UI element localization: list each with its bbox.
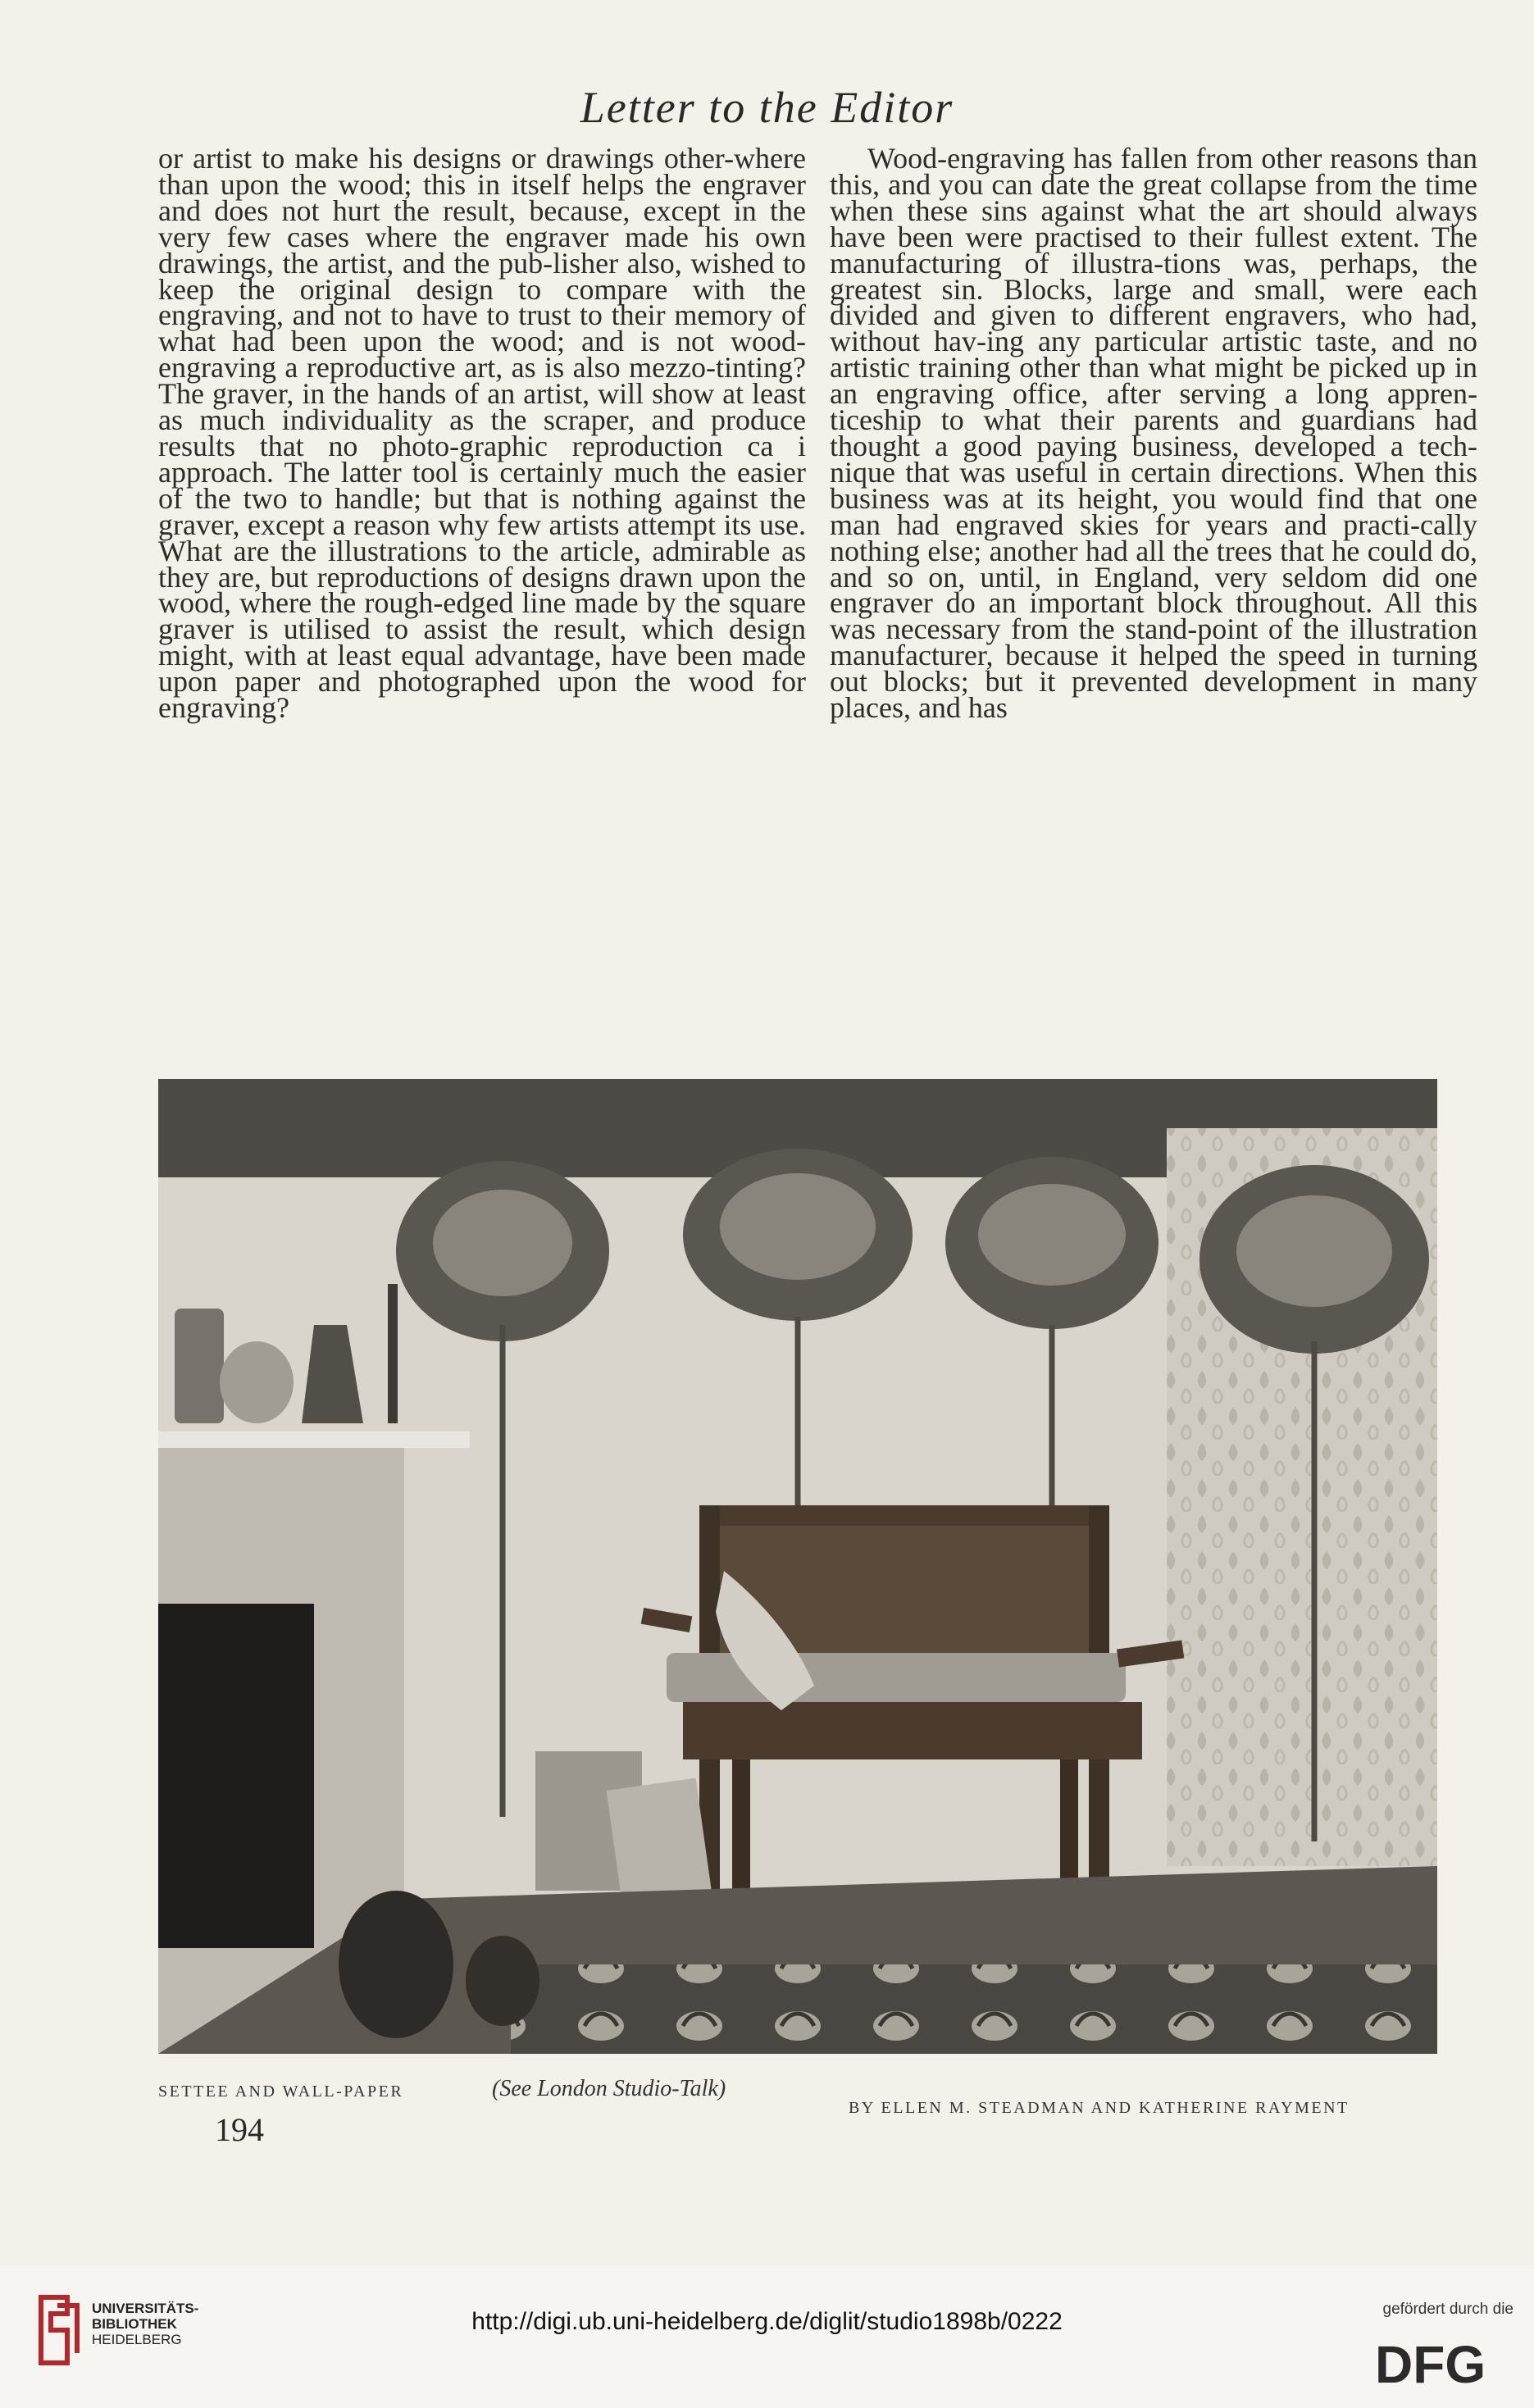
left-text-column: [158, 142, 806, 725]
right-column-paragraph: Wood-engraving has fallen from other reasons than this, and you can date the great collapse from the time when these sins against what the art should always have been were practised to their fullest extent. The manufacturing of illustra-tions was, perhaps, the greatest sin. Blocks, large and small, were each divided and given to different engravers, who had, without hav-ing any particular artistic taste, and no artistic training other than what might be picked up in an engraving office, after serving a long appren-ticeship to what their parents and guardians had thought a good paying business, developed a tech-nique that was useful in certain directions. When this business was at its height, you would find that one man had engraved skies for years and practi-cally nothing else; another had all the trees that he could do, and so on, until, in England, very seldom did one engraver do an important block throughout. All this was necessary from the stand-point of the illustration manufacturer, because it helped the speed in turning out blocks; but it prevented development in many places, and has: [830, 142, 1477, 725]
plate-credit: BY ELLEN M. STEADMAN AND KATHERINE RAYMENT: [849, 2099, 1350, 2117]
left-column-paragraph: or artist to make his designs or drawings other-where than upon the wood; this in itself helps the engraver and does not hurt the result, because, except in the very few cases where the engraver made his own drawings, the artist, and the pub-lisher also, wished to keep the original design to compare with the engraving, and not to have to trust to their memory of what had been upon the wood; and is not wood-engraving a reproductive art, as is also mezzo-tinting? The graver, in the hands of an artist, will show at least as much individuality as the scraper, and produce results that no photo-graphic reproduction ca i approach. The latter tool is certainly much the easier of the two to handle; but that is nothing against the graver, except a reason why few artists attempt its use. What are the illustrations to the article, admirable as they are, but reproductions of designs drawn upon the wood, where the rough-edged line made by the square graver is utilised to assist the result, which design might, with at least equal advantage, have been made upon paper and photographed upon the wood for engraving?: [158, 142, 806, 725]
library-name-line1: UNIVERSITÄTS-: [92, 2301, 199, 2316]
plate-reference: [492, 2076, 726, 2102]
page-number: 194: [215, 2111, 264, 2148]
library-name-line3: HEIDELBERG: [92, 2332, 182, 2347]
dfg-logo-text: DFG: [1375, 2335, 1486, 2391]
right-text-column: [830, 142, 1477, 725]
plate-title: SETTEE AND WALL-PAPER: [158, 2083, 404, 2101]
source-url-link[interactable]: http://digi.ub.uni-heidelberg.de/diglit/studio1898b/0222: [471, 2308, 1063, 2335]
library-name-line2: BIBLIOTHEK: [92, 2316, 177, 2332]
running-head: Letter to the Editor: [580, 83, 954, 132]
digitization-footer: [0, 2265, 1534, 2408]
plate-reference-text: (See London Studio-Talk): [492, 2076, 726, 2101]
dfg-logo-icon: [1375, 2333, 1509, 2391]
funding-note: gefördert durch die: [1382, 2301, 1514, 2318]
photograph-settee-and-wallpaper: [158, 1079, 1437, 2054]
room-photograph-illustration: [158, 1079, 1437, 2054]
